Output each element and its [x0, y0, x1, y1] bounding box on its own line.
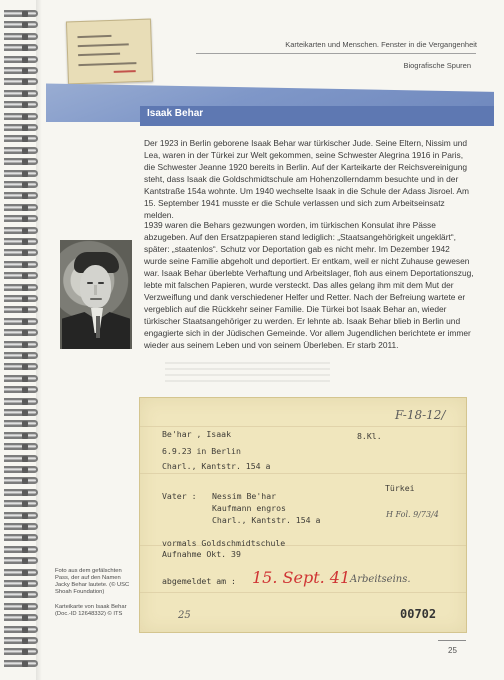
binding-ring: [4, 272, 38, 279]
card-nationality: Türkei: [385, 483, 415, 493]
binding-hole: [22, 524, 28, 530]
binding-hole: [22, 387, 28, 393]
binding-ring: [4, 67, 38, 74]
binding-ring: [4, 56, 38, 63]
binding-hole: [22, 125, 28, 131]
binding-ring: [4, 363, 38, 370]
binding-ring: [4, 329, 38, 336]
binding-ring: [4, 204, 38, 211]
binding-hole: [22, 444, 28, 450]
card-rule: [140, 592, 466, 593]
binding-ring: [4, 557, 38, 564]
binding-hole: [22, 456, 28, 462]
departure-date-handwritten: 15. Sept. 41: [252, 568, 351, 587]
binding-hole: [22, 342, 28, 348]
binding-hole: [22, 649, 28, 655]
binding-ring: [4, 569, 38, 576]
binding-hole: [22, 592, 28, 598]
binding-ring: [4, 637, 38, 644]
binding-ring: [4, 181, 38, 188]
binding-hole: [22, 239, 28, 245]
binding-hole: [22, 91, 28, 97]
photo-caption: Foto aus dem gefälschten Pass, der auf den Namen Jacky Behar lautete. (© USC Shoah Foundation): [55, 568, 130, 595]
thumbnail-text-line: [77, 35, 111, 38]
binding-ring: [4, 420, 38, 427]
binding-hole: [22, 57, 28, 63]
binding-hole: [22, 535, 28, 541]
binding-ring: [4, 341, 38, 348]
binding-hole: [22, 604, 28, 610]
binding-ring: [4, 170, 38, 177]
binding-ring: [4, 375, 38, 382]
binding-hole: [22, 136, 28, 142]
binding-ring: [4, 386, 38, 393]
departure-reason-handwritten: Arbeitseins.: [350, 574, 411, 585]
binding-hole: [22, 490, 28, 496]
binding-ring: [4, 443, 38, 450]
card-document-number: 00702: [400, 607, 437, 621]
card-father-label: Vater :: [162, 491, 197, 501]
binding-ring: [4, 466, 38, 473]
binding-ring: [4, 33, 38, 40]
faded-reverse-text: [165, 362, 330, 382]
binding-ring: [4, 249, 38, 256]
binding-ring: [4, 534, 38, 541]
binding-ring: [4, 523, 38, 530]
portrait-photo: [60, 240, 132, 349]
binding-hole: [22, 159, 28, 165]
binding-ring: [4, 215, 38, 222]
binding-hole: [22, 11, 28, 17]
binding-ring: [4, 512, 38, 519]
thumbnail-red-handwriting: [114, 70, 136, 73]
binding-ring: [4, 147, 38, 154]
top-handwritten-note: F-18-12/: [395, 408, 446, 422]
binding-hole: [22, 467, 28, 473]
page-number: 25: [448, 646, 457, 655]
card-father-name: Nessim Be'har: [212, 491, 277, 501]
binding-hole: [22, 478, 28, 484]
thumbnail-text-line: [78, 43, 129, 47]
binding-hole: [22, 421, 28, 427]
binding-ring: [4, 44, 38, 51]
binding-hole: [22, 513, 28, 519]
binding-hole: [22, 661, 28, 667]
binding-hole: [22, 330, 28, 336]
binding-hole: [22, 307, 28, 313]
binding-ring: [4, 158, 38, 165]
binding-hole: [22, 114, 28, 120]
binding-hole: [22, 205, 28, 211]
binding-hole: [22, 433, 28, 439]
card-rule: [140, 426, 466, 427]
binding-ring: [4, 500, 38, 507]
card-address: Charl., Kantstr. 154 a: [162, 461, 271, 471]
binding-ring: [4, 135, 38, 142]
portrait-nose: [94, 285, 97, 295]
binding-hole: [22, 558, 28, 564]
binding-hole: [22, 376, 28, 382]
binding-ring: [4, 580, 38, 587]
binding-hole: [22, 353, 28, 359]
binding-ring: [4, 648, 38, 655]
binding-ring: [4, 603, 38, 610]
card-class: 8.Kl.: [357, 431, 382, 441]
binding-hole: [22, 615, 28, 621]
binding-ring: [4, 238, 38, 245]
footer-rule: [438, 640, 466, 641]
binding-ring: [4, 489, 38, 496]
binding-ring: [4, 660, 38, 667]
binding-hole: [22, 171, 28, 177]
binding-ring: [4, 352, 38, 359]
thumbnail-text-line: [78, 62, 136, 66]
portrait-left-eye: [87, 282, 93, 284]
binding-hole: [22, 102, 28, 108]
portrait-tie: [96, 316, 100, 338]
header-record-card-thumbnail: [66, 19, 153, 85]
running-header-title: Karteikarten und Menschen. Fenster in die Vergangenheit: [285, 40, 477, 49]
biography-paragraph-1: Der 1923 in Berlin geborene Isaak Behar war türkischer Jude. Seine Eltern, Nissim und Lea, waren in der Türkei zur Welt gekommen, seine Schwester Alegrina 1916 in Paris, die Schwester Jeanne 1920 bereits in Berlin. Auf der Karteikarte der Reichsvereinigung steht, dass Isaak die Goldschmidtschule am Hohenzollerndamm besuchte und in der Kantstraße 154a wohnte. Um 1940 wechselte Isaak in die Schule der Adass Jisroel. Am 15. September 1941 musste er die Schule verlassen und sich zum Arbeitseinsatz melden.: [144, 138, 469, 220]
binding-ring: [4, 227, 38, 234]
binding-hole: [22, 581, 28, 587]
record-card-caption: Karteikarte von Isaak Behar (Doc.-ID 12648332) © ITS: [55, 604, 127, 617]
binding-hole: [22, 285, 28, 291]
binding-hole: [22, 250, 28, 256]
binding-ring: [4, 10, 38, 17]
binding-ring: [4, 477, 38, 484]
card-father-address: Charl., Kantstr. 154 a: [212, 515, 321, 525]
binding-ring: [4, 295, 38, 302]
running-header-section: Biografische Spuren: [403, 61, 471, 70]
binding-hole: [22, 501, 28, 507]
binding-hole: [22, 216, 28, 222]
binding-ring: [4, 21, 38, 28]
binding-hole: [22, 68, 28, 74]
thumbnail-text-line: [78, 53, 120, 56]
binding-hole: [22, 364, 28, 370]
portrait-mouth: [90, 298, 102, 300]
header-rule: [196, 53, 476, 54]
binding-hole: [22, 319, 28, 325]
card-name: Be'har , Isaak: [162, 429, 232, 439]
side-handwritten-note: H Fol. 9/73/4: [386, 510, 439, 519]
binding-hole: [22, 79, 28, 85]
binding-hole: [22, 547, 28, 553]
binding-ring: [4, 192, 38, 199]
binding-ring: [4, 124, 38, 131]
biography-paragraph-2: 1939 waren die Behars gezwungen worden, im türkischen Konsulat ihre Pässe abzugeben. Auf den Ersatzpapieren stand lediglich: „Staatsangehörigkeit ungeklärt“, später: „staatenlos“. Schutz vor Deportation gab es nicht mehr. Im Dezember 1942 wurde seine Familie abgeholt und deportiert. Er entkam, weil er nicht Zuhause gewesen war. Isaak Behar überlebte Verhaftung und Arbeitslager, floh aus einem Deportationszug, lebte mit falschen Papieren, wurde versteckt. Das alles gelang ihm mit dem Mut der Verzweiflung und dank verschiedener Helfer und Retter. Nach der Befreiung wartete er vergeblich auf die Rückkehr seiner Familie. Die Türkei bot Isaak Behar an, wieder türkischer Staatsangehöriger zu werden. Er lehnte ab. Isaak Behar blieb in Berlin und engagierte sich in der Jüdischen Gemeinde. Vor allem Jugendlichen berichtete er immer wieder aus seinem Leben und von seinem Überleben. Er starb 2011.: [144, 220, 474, 350]
binding-hole: [22, 296, 28, 302]
binding-ring: [4, 318, 38, 325]
binding-hole: [22, 22, 28, 28]
portrait-right-eye: [98, 282, 104, 284]
binding-hole: [22, 627, 28, 633]
binding-ring: [4, 614, 38, 621]
binding-ring: [4, 306, 38, 313]
card-rule: [140, 473, 466, 474]
binding-hole: [22, 262, 28, 268]
binding-ring: [4, 78, 38, 85]
card-father-job: Kaufmann engros: [212, 503, 286, 513]
binding-hole: [22, 193, 28, 199]
binding-hole: [22, 45, 28, 51]
spiral-binding: [0, 0, 46, 680]
card-birth: 6.9.23 in Berlin: [162, 446, 241, 456]
binding-hole: [22, 410, 28, 416]
binding-hole: [22, 182, 28, 188]
binding-ring: [4, 90, 38, 97]
binding-ring: [4, 546, 38, 553]
binding-ring: [4, 261, 38, 268]
binding-ring: [4, 432, 38, 439]
binding-ring: [4, 455, 38, 462]
binding-hole: [22, 638, 28, 644]
binding-hole: [22, 273, 28, 279]
record-card: [139, 397, 467, 633]
bottom-handwritten-note: 25: [178, 610, 191, 621]
binding-hole: [22, 399, 28, 405]
binding-ring: [4, 626, 38, 633]
binding-ring: [4, 409, 38, 416]
binding-ring: [4, 398, 38, 405]
binding-hole: [22, 34, 28, 40]
binding-ring: [4, 284, 38, 291]
card-admission: Aufnahme Okt. 39: [162, 549, 241, 559]
binding-hole: [22, 228, 28, 234]
card-school: vormals Goldschmidtschule: [162, 538, 286, 548]
binding-hole: [22, 570, 28, 576]
binding-ring: [4, 591, 38, 598]
binding-ring: [4, 101, 38, 108]
binding-hole: [22, 148, 28, 154]
card-departure-label: abgemeldet am :: [162, 576, 236, 586]
article-title: Isaak Behar: [147, 108, 204, 119]
binding-ring: [4, 113, 38, 120]
